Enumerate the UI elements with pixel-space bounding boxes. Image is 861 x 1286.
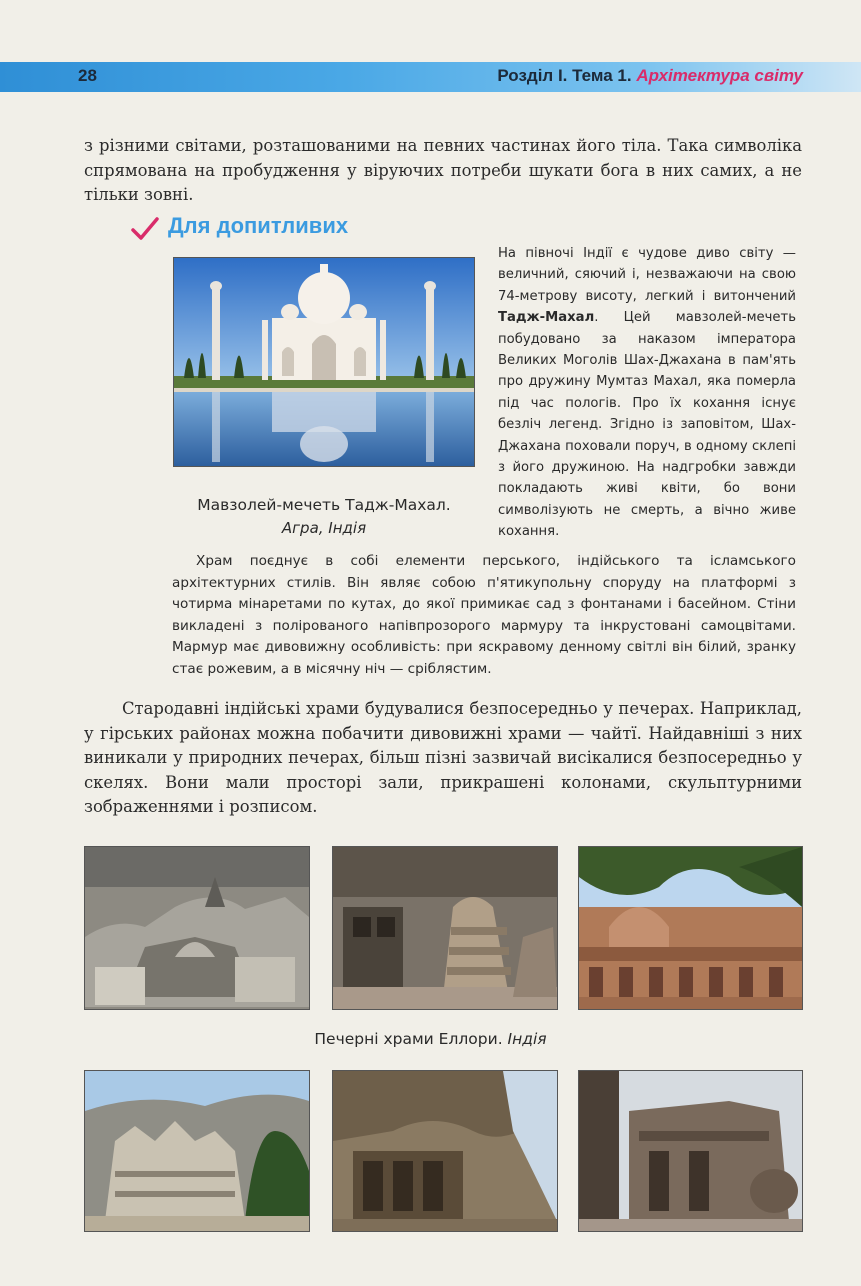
- taj-mahal-term: Тадж-Махал: [498, 310, 595, 326]
- sidebar-title: Для допитливих: [168, 213, 349, 238]
- gallery-caption-location: Індія: [507, 1030, 547, 1048]
- sidebar-text: На півночі Індії є чудове диво світу — величний, сяючий і, незважаючи на свою 74-метрову висоту, легкий і витончений Тадж-Махал. Цей мавзолей-мечеть побудовано за наказом імператора Великих Моголів Шах-Джахана в пам'ять про дружину Мумтаз Махал, яка померла під час пологів. Про їх кохання існує безліч легенд. Згідно із заповітом, Шах-Джахана поховали поруч, в одному склепі з його дружиною. На надгробки завжди покладають живі квіти, бо вони символізують не смерть, а вічно живе кохання.: [498, 246, 796, 540]
- photo-caption: Мавзолей-мечеть Тадж-Махал.: [197, 496, 451, 514]
- sidebar-continuation: Храм поєднує в собі елементи перського, індійського та ісламського архітектурних стилів. Він являє собою п'ятикупольну споруду на платформі з чотирма мінаретами по кутах, до якої примикає сад з фонтанами і басейном. Стіни викладені з полірованого напівпрозорого мармуру та інкрустовані самоцвітами. Мармур має дивовижну особливість: при яскравому денному світлі він білий, зранку стає рожевим, а в місячну ніч — сріблястим.: [172, 553, 796, 677]
- intro-paragraph: з різними світами, розташованими на певних частинах його тіла. Така символіка спрямована на пробудження у віруючих потреби шукати бога в них самих, а не тільки зовні.: [84, 136, 802, 205]
- topic-label: Архітектура світу: [636, 66, 803, 85]
- cave-temple-photo-5: [332, 1070, 558, 1232]
- taj-mahal-photo: [173, 257, 475, 467]
- running-head: [497, 66, 803, 86]
- cave-temple-photo-4: [84, 1070, 310, 1232]
- main-paragraph: Стародавні індійські храми будувалися безпосередньо у печерах. Наприклад, у гірських районах можна побачити дивовижні храми — чайтї. Найдавніші з них виникали у природних печерах, більш пізні зазвичай висікалися безпосередньо у скелях. Вони мали просторі зали, прикрашені колонами, скульптурними зображеннями і розписом.: [84, 699, 802, 817]
- checkmark-icon: [130, 216, 160, 242]
- page-number: 28: [78, 66, 97, 85]
- cave-temple-photo-2: [332, 846, 558, 1010]
- cave-temple-photo-6: [578, 1070, 803, 1232]
- cave-temple-photo-3: [578, 846, 803, 1010]
- gallery-caption: Печерні храми Еллори. Індія: [314, 1030, 547, 1048]
- photo-location: Агра, Індія: [281, 519, 367, 537]
- cave-temple-photo-1: [84, 846, 310, 1010]
- section-label: Розділ I. Тема 1.: [497, 66, 637, 85]
